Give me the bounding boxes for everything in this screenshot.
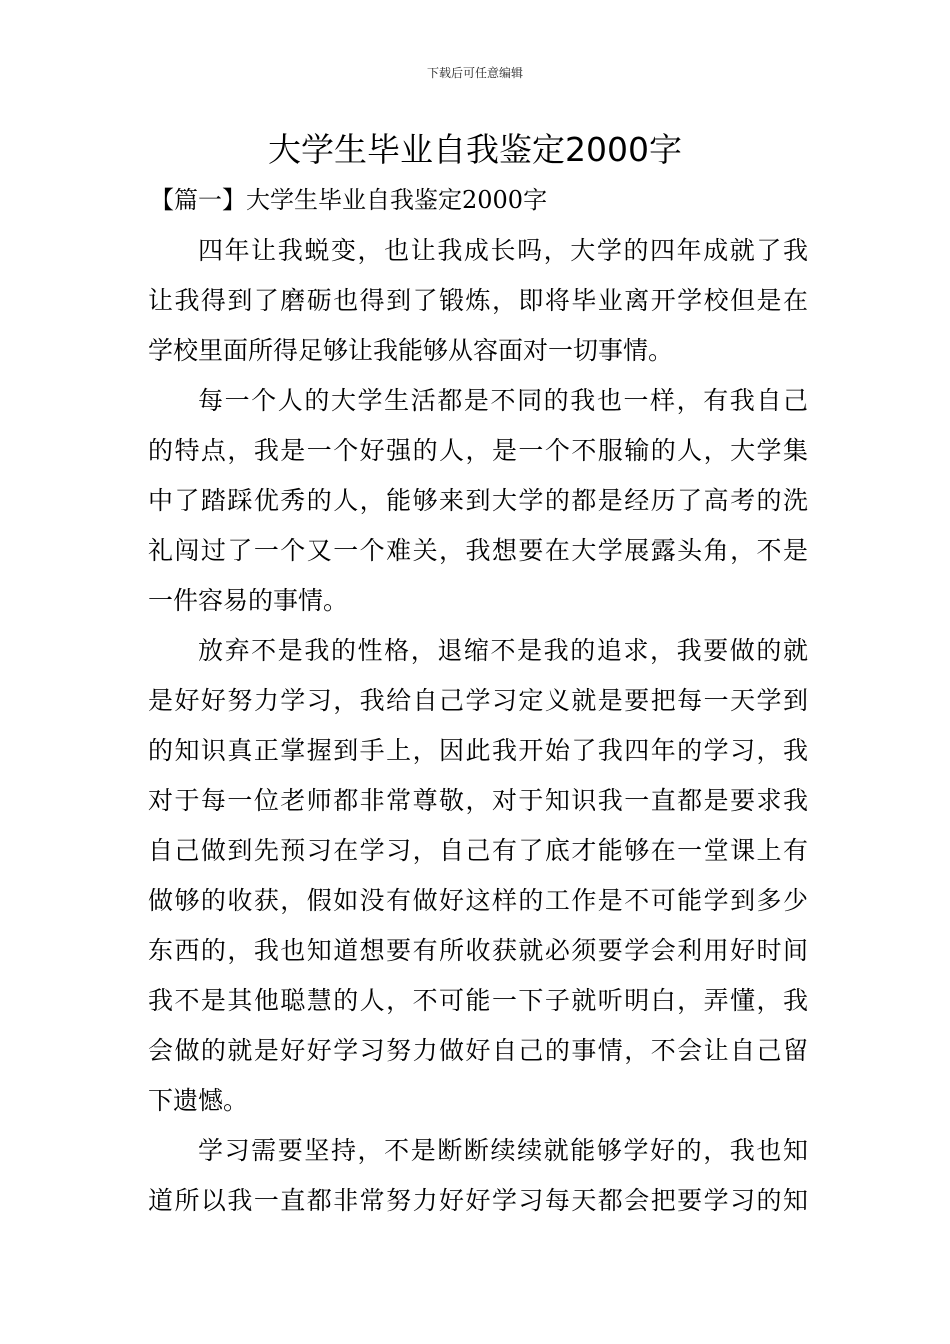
text-line: 做够的收获，假如没有做好这样的工作是不可能学到多少 [148,886,808,915]
paragraph-1 [148,226,808,376]
paragraph-4 [148,1126,808,1226]
header-note: 下载后可任意编辑 [426,66,523,80]
document-title: 大学生毕业自我鉴定2000字 [268,130,682,169]
section-heading: 【篇一】大学生毕业自我鉴定2000字 [150,186,548,214]
text-line: 东西的，我也知道想要有所收获就必须要学会利用好时间 [148,936,808,965]
text-line: 学校里面所得足够让我能够从容面对一切事情。 [148,336,674,365]
paragraph-3 [148,626,808,1126]
text-line: 道所以我一直都非常努力好好学习每天都会把要学习的知 [148,1186,808,1215]
text-line: 会做的就是好好学习努力做好自己的事情，不会让自己留 [148,1036,808,1065]
text-line: 礼闯过了一个又一个难关，我想要在大学展露头角，不是 [148,536,808,565]
text-line: 学习需要坚持，不是断断续续就能够学好的，我也知 [198,1136,808,1165]
text-line: 的知识真正掌握到手上，因此我开始了我四年的学习，我 [148,736,808,765]
text-line: 对于每一位老师都非常尊敬，对于知识我一直都是要求我 [148,786,808,815]
text-line: 的特点，我是一个好强的人，是一个不服输的人，大学集 [148,436,808,465]
text-line: 四年让我蜕变，也让我成长吗，大学的四年成就了我 [198,236,808,265]
document-body [148,226,808,1226]
text-line: 我不是其他聪慧的人，不可能一下子就听明白，弄懂，我 [148,986,808,1015]
paragraph-2 [148,376,808,626]
text-line: 下遗憾。 [148,1086,249,1115]
text-line: 放弃不是我的性格，退缩不是我的追求，我要做的就 [198,636,808,665]
text-line: 每一个人的大学生活都是不同的我也一样，有我自己 [198,386,808,415]
text-line: 一件容易的事情。 [148,586,349,615]
text-line: 自己做到先预习在学习，自己有了底才能够在一堂课上有 [148,836,808,865]
text-line: 是好好努力学习，我给自己学习定义就是要把每一天学到 [148,686,808,715]
text-line: 让我得到了磨砺也得到了锻炼，即将毕业离开学校但是在 [148,286,808,315]
text-line: 中了踏踩优秀的人，能够来到大学的都是经历了高考的洗 [148,486,808,515]
